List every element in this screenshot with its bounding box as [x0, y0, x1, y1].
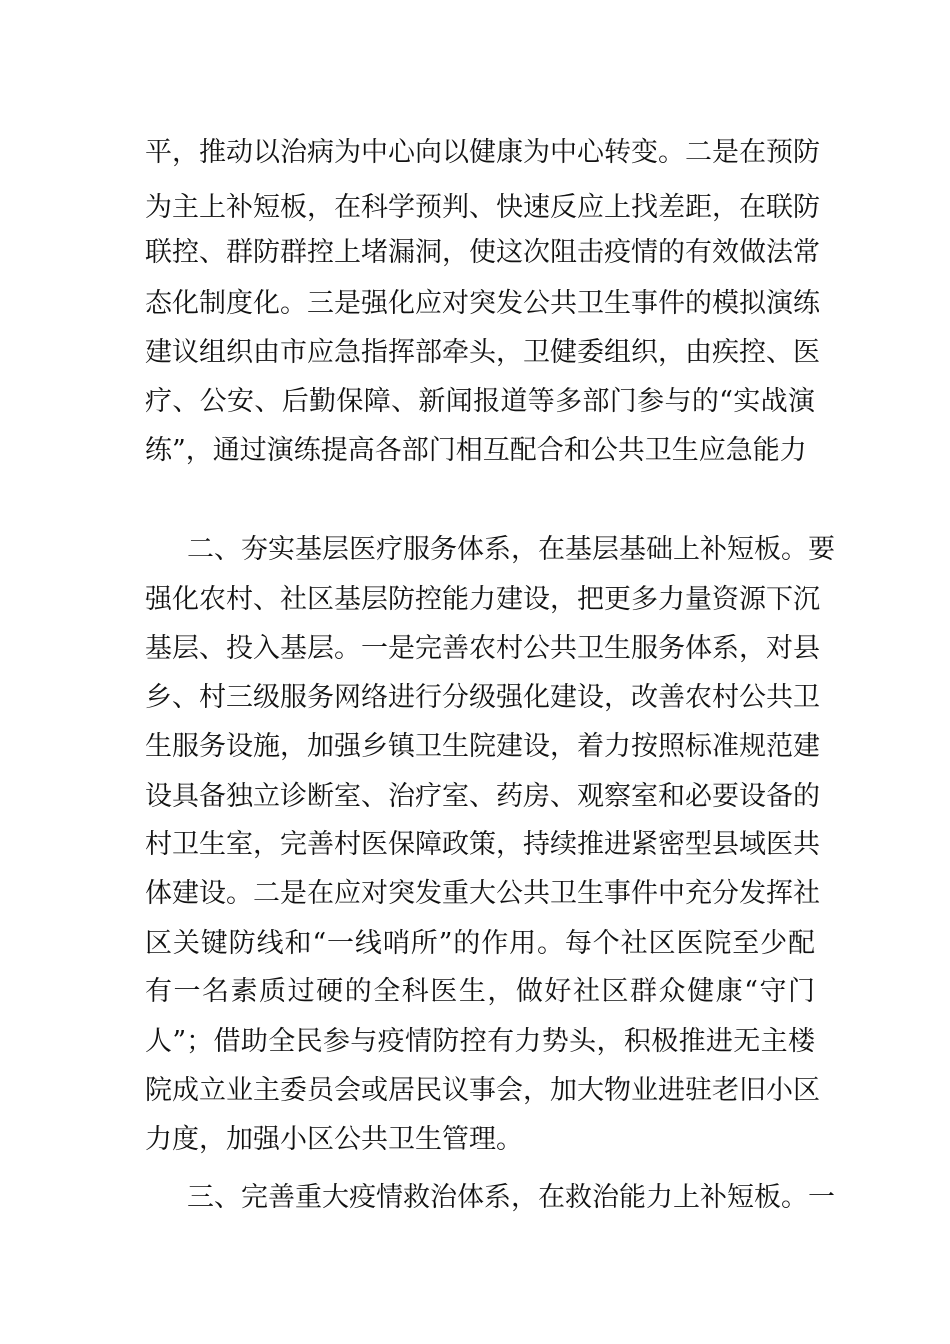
text-line: 生服务设施，加强乡镇卫生院建设，着力按照标准规范建	[145, 731, 820, 762]
text-line: 基层、投入基层。一是完善农村公共卫生服务体系，对县	[145, 633, 820, 664]
paragraph-heading-line: 三、完善重大疫情救治体系，在救治能力上补短板。一	[187, 1182, 835, 1213]
text-line: 院成立业主委员会或居民议事会，加大物业进驻老旧小区	[145, 1075, 820, 1106]
text-line: 强化农村、社区基层防控能力建设，把更多力量资源下沉	[145, 584, 820, 615]
text-line: 村卫生室，完善村医保障政策，持续推进紧密型县域医共	[145, 829, 820, 860]
text-line: 平，推动以治病为中心向以健康为中心转变。二是在预防	[145, 137, 820, 168]
text-line: 练”，通过演练提高各部门相互配合和公共卫生应急能力	[145, 435, 807, 466]
text-line: 力度，加强小区公共卫生管理。	[145, 1124, 523, 1155]
text-line: 建议组织由市应急指挥部牵头，卫健委组织，由疾控、医	[145, 337, 820, 368]
text-line: 乡、村三级服务网络进行分级强化建设，改善农村公共卫	[145, 682, 820, 713]
text-line: 区关键防线和“一线哨所”的作用。每个社区医院至少配	[145, 928, 815, 959]
text-line: 人”；借助全民参与疫情防控有力势头，积极推进无主楼	[145, 1026, 815, 1057]
text-line: 有一名素质过硬的全科医生，做好社区群众健康“守门	[145, 976, 815, 1007]
text-line: 设具备独立诊断室、治疗室、药房、观察室和必要设备的	[145, 781, 820, 812]
text-line: 联控、群防群控上堵漏洞，使这次阻击疫情的有效做法常	[145, 237, 820, 268]
text-line: 体建设。二是在应对突发重大公共卫生事件中充分发挥社	[145, 878, 820, 909]
text-line: 态化制度化。三是强化应对突发公共卫生事件的模拟演练	[145, 288, 820, 319]
paragraph-heading-line: 二、夯实基层医疗服务体系，在基层基础上补短板。要	[187, 534, 835, 565]
text-line: 疗、公安、后勤保障、新闻报道等多部门参与的“实战演	[145, 386, 815, 417]
text-line: 为主上补短板，在科学预判、快速反应上找差距，在联防	[145, 192, 820, 223]
